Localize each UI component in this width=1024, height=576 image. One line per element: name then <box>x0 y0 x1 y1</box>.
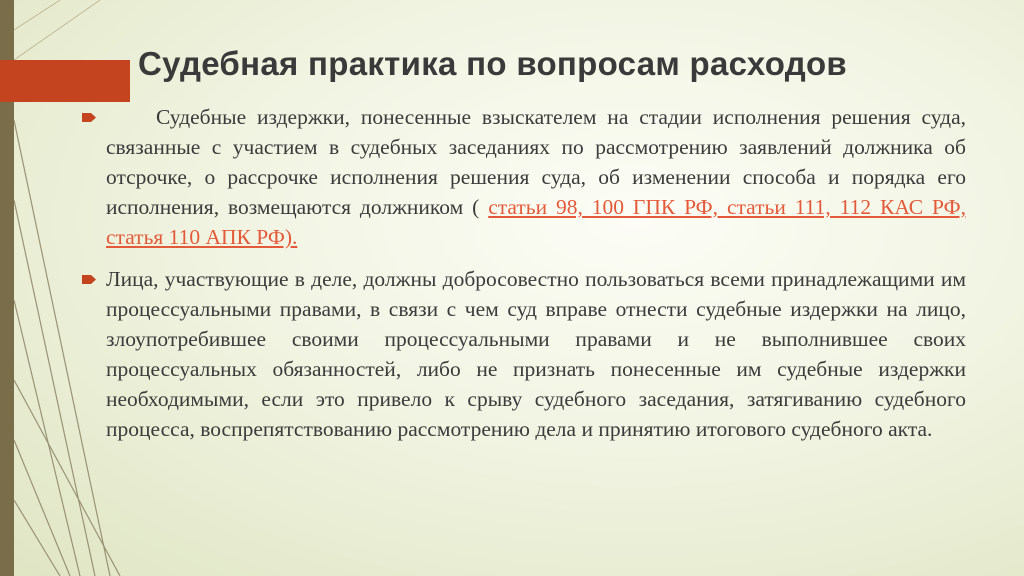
bullet-text: Лица, участвующие в деле, должны добросовестно пользоваться всеми принадлежащими им процессуальными правами, в связи с чем суд вправе отнести судебные издержки на лицо, злоупотребившее своими процессуальными правами и не выполнившее своих процессуальных обязанностей, либо не признать понесенные им судебные издержки необходимыми, если это привело к срыву судебного заседания, затягиванию судебного процесса, воспрепятствованию рассмотрению дела и принятию итогового судебного акта. <box>106 267 966 441</box>
title-accent-tab <box>0 60 130 102</box>
bullet-item <box>82 102 966 252</box>
arrow-bullet-icon <box>82 113 96 122</box>
slide-title: Судебная практика по вопросам расходов <box>138 45 848 82</box>
arrow-bullet-icon <box>82 275 96 284</box>
slide-content <box>82 102 966 444</box>
bullet-item <box>82 264 966 444</box>
law-references-link[interactable]: статьи 98, 100 ГПК РФ, статьи 111, 112 КАС РФ, статья 110 АПК РФ). <box>106 195 966 249</box>
bullet-text: Судебные издержки, понесенные взыскателем на стадии исполнения решения суда, связанные с участием в судебных заседаниях по рассмотрению заявлений должника об отсрочке, о рассрочке исполнения решения суда, об изменении способа и порядка его исполнения, возмещаются должником ( <box>106 105 966 219</box>
